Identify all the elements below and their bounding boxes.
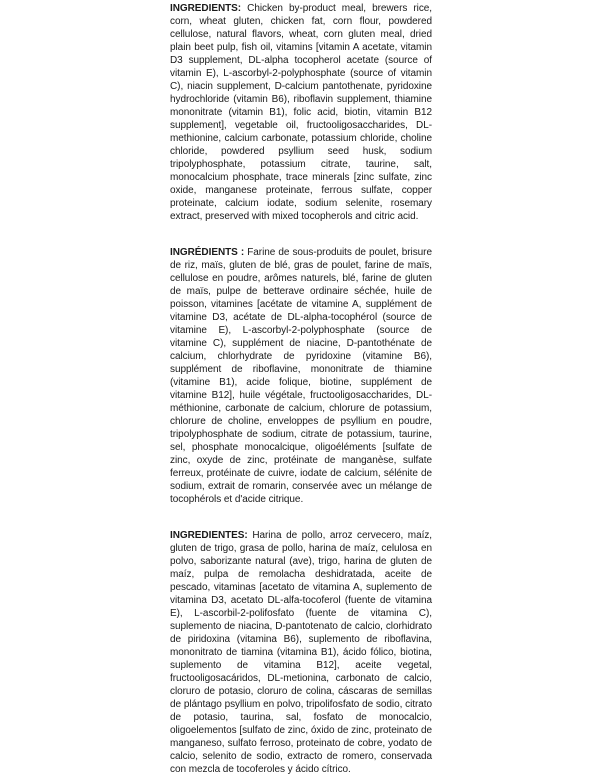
ingredients-english	[170, 2, 432, 223]
ingredients-french-text: Farine de sous-produits de poulet, brisure de riz, maïs, gluten de blé, gras de poulet, farine de maïs, cellulose en poudre, arômes naturels, blé, farine de gluten de maïs, pulpe de betterave ordinaire séchée, huile de poisson, vitamines [acétate de vitamine A, supplément de vitamine D3, acétate de DL-alpha-tocophérol (source de vitamine E), L-ascorbyl-2-polyphosphate (source de vitamine C), supplément de niacine, D-pantothénate de calcium, chlorhydrate de pyridoxine (vitamine B6), supplément de riboflavine, mononitrate de thiamine (vitamine B1), acide folique, biotine, supplément de vitamine B12], huile végétale, fructooligosaccharides, DL-méthionine, carbonate de calcium, chlorure de potassium, chlorure de choline, enveloppes de psyllium en poudre, tripolyphosphate de sodium, citrate de potassium, taurine, sel, phosphate monocalcique, oligoéléments [sulfate de zinc, oxyde de zinc, protéinate de manganèse, sulfate ferreux, protéinate de cuivre, iodate de calcium, sélénite de sodium, extrait de romarin, conservée avec un mélange de tocophérols et d'acide citrique.	[170, 247, 432, 505]
ingredients-english-text: Chicken by-product meal, brewers rice, corn, wheat gluten, chicken fat, corn flour, powdered cellulose, natural flavors, wheat, corn gluten meal, dried plain beet pulp, fish oil, vitamins [vitamin A acetate, vitamin D3 supplement, DL-alpha tocopherol acetate (source of vitamin E), L-ascorbyl-2-polyphosphate (source of vitamin C), niacin supplement, D-calcium pantothenate, pyridoxine hydrochloride (vitamin B6), riboflavin supplement, thiamine mononitrate (vitamin B1), folic acid, biotin, vitamin B12 supplement], vegetable oil, fructooligosaccharides, DL-methionine, calcium carbonate, potassium chloride, choline chloride, powdered psyllium seed husk, sodium tripolyphosphate, potassium citrate, taurine, salt, monocalcium phosphate, trace minerals [zinc sulfate, zinc oxide, manganese proteinate, ferrous sulfate, copper proteinate, calcium iodate, sodium selenite, rosemary extract, preserved with mixed tocopherols and citric acid.	[170, 3, 433, 222]
ingredients-spanish-heading: INGREDIENTES:	[170, 530, 248, 541]
ingredients-french	[170, 246, 432, 506]
ingredients-spanish-text: Harina de pollo, arroz cervecero, maíz, gluten de trigo, grasa de pollo, harina de maíz, celulosa en polvo, saborizante natural (ave), trigo, harina de gluten de maíz, pulpa de remolacha deshidratada, aceite de pescado, vitaminas [acetato de vitamina A, suplemento de vitamina D3, acetato DL-alfa-tocoferol (fuente de vitamina E), L-ascorbil-2-polifosfato (fuente de vitamina C), suplemento de niacina, D-pantotenato de calcio, clorhidrato de piridoxina (vitamina B6), suplemento de riboflavina, mononitrato de tiamina (vitamina B1), ácido fólico, biotina, suplemento de vitamina B12], aceite vegetal, fructooligosacáridos, DL-metionina, carbonato de calcio, cloruro de potasio, cloruro de colina, cáscaras de semillas de plántago psyllium en polvo, tripolifosfato de sodio, citrato de potasio, taurina, sal, fosfato de monocalcio, oligoelementos [sulfato de zinc, óxido de zinc, proteinato de manganeso, sulfato ferroso, proteinato de cobre, yodato de calcio, selenito de sodio, extracto de romero, conservada con mezcla de tocoferoles y ácido cítrico.	[170, 530, 432, 775]
ingredients-label-panel	[170, 2, 432, 776]
ingredients-french-heading: INGRÉDIENTS :	[170, 247, 245, 258]
ingredients-spanish	[170, 529, 432, 776]
ingredients-english-heading: INGREDIENTS:	[170, 3, 242, 14]
